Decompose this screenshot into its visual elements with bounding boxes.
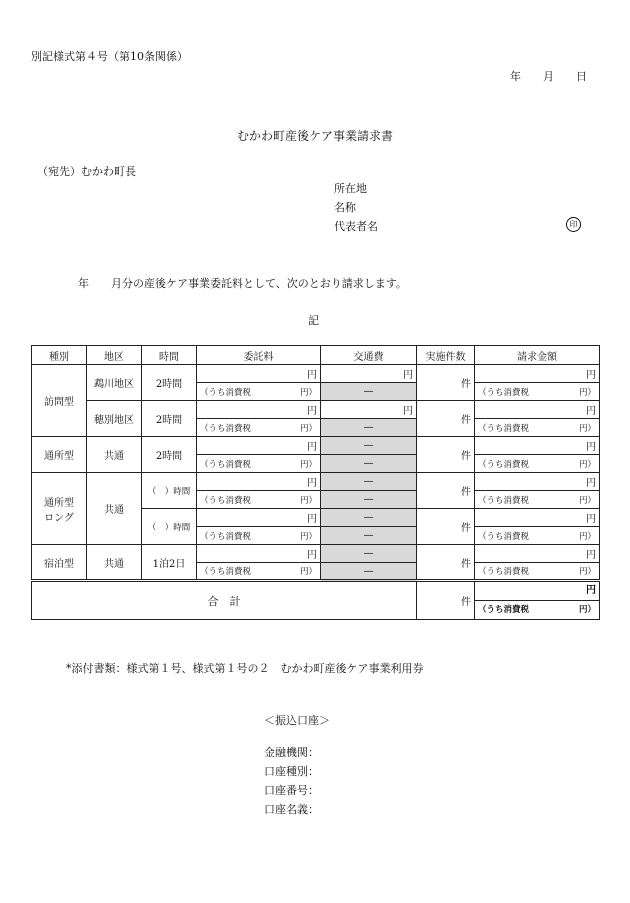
tax-label: （うち消費税 xyxy=(478,495,530,506)
tax-yen: 円） xyxy=(299,459,317,470)
total-amount-cell xyxy=(475,581,600,620)
tax-label: （うち消費税 xyxy=(478,605,530,615)
amount-tax xyxy=(475,383,600,401)
account-number-field: 口座番号： xyxy=(264,784,319,797)
tax-yen: 円） xyxy=(578,605,596,615)
tax-yen: 円） xyxy=(299,531,317,542)
header-transport: 交通費 xyxy=(321,346,417,365)
type-cell: 通所型 xyxy=(32,437,87,473)
claim-table xyxy=(31,345,600,620)
header-amount: 請求金額 xyxy=(475,346,600,365)
transport-dash: — xyxy=(321,527,417,545)
type-line1: 通所型 xyxy=(44,497,74,509)
name-label: 名称 xyxy=(334,201,356,214)
total-row xyxy=(32,581,600,620)
table-row xyxy=(32,401,600,419)
amount-yen: 円 xyxy=(475,401,600,419)
fee-yen: 円 xyxy=(197,437,321,455)
transport-dash: — xyxy=(321,473,417,491)
total-yen: 円 xyxy=(475,582,599,601)
tax-yen: 円） xyxy=(299,495,317,506)
transport-dash: — xyxy=(321,437,417,455)
fee-tax xyxy=(197,383,321,401)
transport-yen: 円 xyxy=(321,365,417,383)
time-cell: 2時間 xyxy=(142,437,197,473)
form-number: 別記様式第４号（第10条関係） xyxy=(31,50,188,63)
table-row xyxy=(32,473,600,491)
amount-yen: 円 xyxy=(475,473,600,491)
amount-tax xyxy=(475,491,600,509)
count-cell: 件 xyxy=(417,437,475,473)
tax-label: （うち消費税 xyxy=(478,531,530,542)
count-cell: 件 xyxy=(417,401,475,437)
total-label: 合 計 xyxy=(32,581,417,620)
address-label: 所在地 xyxy=(334,182,367,195)
tax-label: （うち消費税 xyxy=(478,459,530,470)
document-title: むかわ町産後ケア事業請求書 xyxy=(237,129,394,143)
area-cell: 穂別地区 xyxy=(87,401,142,437)
fee-yen: 円 xyxy=(197,473,321,491)
area-cell: 共通 xyxy=(87,545,142,581)
amount-tax xyxy=(475,563,600,581)
tax-label: （うち消費税 xyxy=(200,423,252,434)
count-cell: 件 xyxy=(417,509,475,545)
header-time: 時間 xyxy=(142,346,197,365)
type-cell: 訪問型 xyxy=(32,365,87,437)
table-header-row xyxy=(32,346,600,365)
time-cell: 2時間 xyxy=(142,401,197,437)
fee-tax xyxy=(197,455,321,473)
ki-label: 記 xyxy=(308,314,319,327)
count-cell: 件 xyxy=(417,473,475,509)
header-type: 種別 xyxy=(32,346,87,365)
transport-dash: — xyxy=(321,509,417,527)
fee-yen: 円 xyxy=(197,401,321,419)
tax-label: （うち消費税 xyxy=(478,567,530,577)
header-area: 地区 xyxy=(87,346,142,365)
transport-dash: — xyxy=(321,419,417,437)
fee-yen: 円 xyxy=(197,365,321,383)
header-count: 実施件数 xyxy=(417,346,475,365)
amount-yen: 円 xyxy=(475,509,600,527)
bank-field: 金融機関： xyxy=(264,746,319,759)
type-line2: ロング xyxy=(44,512,74,524)
amount-tax xyxy=(475,419,600,437)
transport-dash: — xyxy=(321,383,417,401)
table-row xyxy=(32,437,600,455)
fee-tax xyxy=(197,419,321,437)
date-field: 年 月 日 xyxy=(510,70,587,83)
tax-label: （うち消費税 xyxy=(200,495,252,506)
tax-label: （うち消費税 xyxy=(478,387,530,398)
type-cell xyxy=(32,473,87,545)
amount-tax xyxy=(475,455,600,473)
time-cell: 1泊2日 xyxy=(142,545,197,581)
total-tax xyxy=(475,601,599,619)
tax-label: （うち消費税 xyxy=(200,459,252,470)
total-count: 件 xyxy=(417,581,475,620)
account-name-field: 口座名義： xyxy=(264,803,319,816)
tax-yen: 円） xyxy=(299,423,317,434)
count-cell: 件 xyxy=(417,545,475,581)
fee-tax xyxy=(197,527,321,545)
type-cell: 宿泊型 xyxy=(32,545,87,581)
fee-yen: 円 xyxy=(197,545,321,563)
table-row xyxy=(32,545,600,563)
amount-yen: 円 xyxy=(475,437,600,455)
table-row xyxy=(32,365,600,383)
time-cell: （ ）時間 xyxy=(142,509,197,545)
tax-yen: 円） xyxy=(578,567,596,577)
tax-yen: 円） xyxy=(299,387,317,398)
transport-dash: — xyxy=(321,545,417,563)
amount-yen: 円 xyxy=(475,545,600,563)
seal-mark: 印 xyxy=(566,217,581,232)
fee-yen: 円 xyxy=(197,509,321,527)
time-cell: （ ）時間 xyxy=(142,473,197,509)
account-type-field: 口座種別： xyxy=(264,765,319,778)
tax-label: （うち消費税 xyxy=(200,531,252,542)
amount-yen: 円 xyxy=(475,365,600,383)
time-cell: 2時間 xyxy=(142,365,197,401)
tax-yen: 円） xyxy=(578,387,596,398)
amount-tax xyxy=(475,527,600,545)
fee-tax xyxy=(197,491,321,509)
count-cell: 件 xyxy=(417,365,475,401)
transport-yen: 円 xyxy=(321,401,417,419)
representative-label: 代表者名 xyxy=(334,220,378,233)
area-cell: 共通 xyxy=(87,437,142,473)
header-fee: 委託料 xyxy=(197,346,321,365)
tax-yen: 円） xyxy=(299,567,317,577)
tax-yen: 円） xyxy=(578,459,596,470)
area-cell: 共通 xyxy=(87,473,142,545)
tax-yen: 円） xyxy=(578,495,596,506)
transport-dash: — xyxy=(321,563,417,581)
account-heading: ＜振込口座＞ xyxy=(264,714,330,727)
tax-label: （うち消費税 xyxy=(200,567,252,577)
tax-label: （うち消費税 xyxy=(478,423,530,434)
area-cell: 鵡川地区 xyxy=(87,365,142,401)
transport-dash: — xyxy=(321,455,417,473)
addressee: （宛先）むかわ町長 xyxy=(37,165,136,178)
fee-tax xyxy=(197,563,321,581)
tax-yen: 円） xyxy=(578,423,596,434)
tax-label: （うち消費税 xyxy=(200,387,252,398)
attachments-note: *添付書類：様式第１号、様式第１号の２ むかわ町産後ケア事業利用券 xyxy=(66,662,424,675)
request-statement: 年 月分の産後ケア事業委託料として、次のとおり請求します。 xyxy=(78,277,407,290)
transport-dash: — xyxy=(321,491,417,509)
tax-yen: 円） xyxy=(578,531,596,542)
